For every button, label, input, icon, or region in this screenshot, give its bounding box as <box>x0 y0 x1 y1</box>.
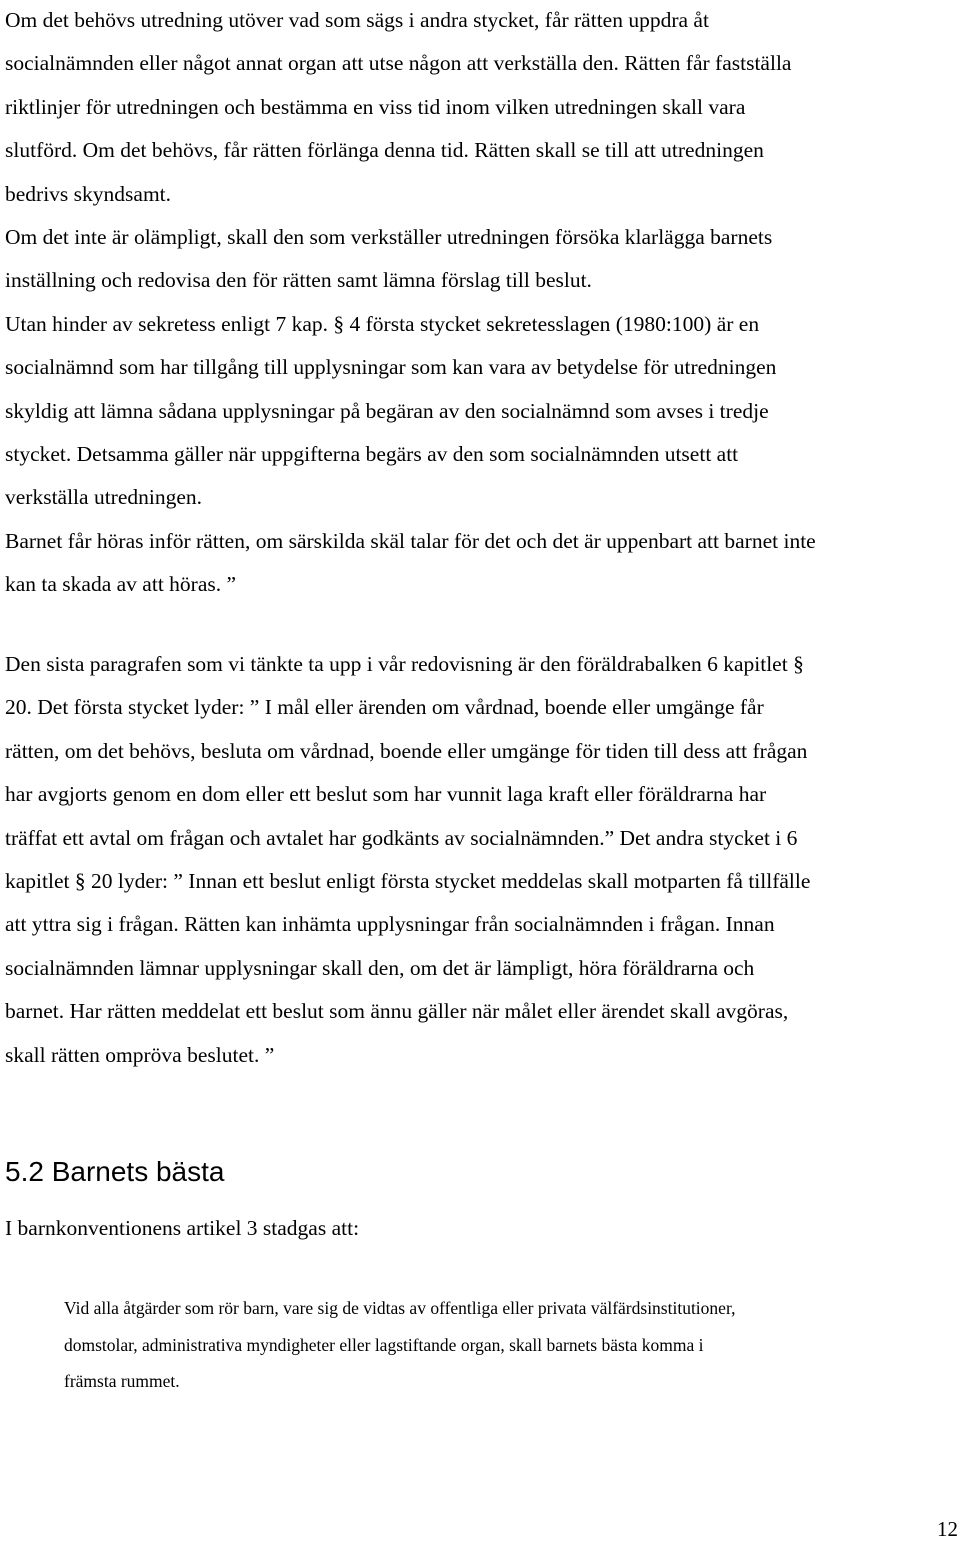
text-line: har avgjorts genom en dom eller ett beslut som har vunnit laga kraft eller föräldrarna har <box>5 782 767 807</box>
text-line: inställning och redovisa den för rätten samt lämna förslag till beslut. <box>5 268 592 293</box>
text-line: 20. Det första stycket lyder: ” I mål eller ärenden om vårdnad, boende eller umgänge får <box>5 695 764 720</box>
text-line: att yttra sig i frågan. Rätten kan inhämta upplysningar från socialnämnden i frågan. Innan <box>5 912 775 937</box>
text-line: skyldig att lämna sådana upplysningar på begäran av den socialnämnd som avses i tredje <box>5 398 769 423</box>
text-line: kan ta skada av att höras. ” <box>5 572 237 597</box>
block-quote <box>64 1290 735 1400</box>
text-line: Utan hinder av sekretess enligt 7 kap. § 4 första stycket sekretesslagen (1980:100) är en <box>5 311 760 336</box>
text-line: Om det behövs utredning utöver vad som sägs i andra stycket, får rätten uppdra åt <box>5 8 709 32</box>
text-line: I barnkonventionens artikel 3 stadgas att: <box>5 1216 360 1240</box>
paragraph-parental-code <box>5 643 955 1077</box>
text-line: riktlinjer för utredningen och bestämma en viss tid inom vilken utredningen skall vara <box>5 94 746 119</box>
text-line: kapitlet § 20 lyder: ” Innan ett beslut enligt första stycket meddelas skall motparten få tillfälle <box>5 868 811 893</box>
page-number: 12 <box>937 1517 958 1541</box>
text-line: socialnämnden lämnar upplysningar skall den, om det är lämpligt, höra föräldrarna och <box>5 955 755 980</box>
paragraph-court-investigation <box>5 0 955 606</box>
quote-line: Vid alla åtgärder som rör barn, vare sig de vidtas av offentliga eller privata välfärdsinstitutioner, <box>64 1298 736 1318</box>
section-heading: 5.2 Barnets bästa <box>5 1156 225 1187</box>
intro-paragraph <box>5 1207 955 1250</box>
text-line: socialnämnd som har tillgång till upplysningar som kan vara av betydelse för utredningen <box>5 355 777 380</box>
text-line: träffat ett avtal om frågan och avtalet har godkänts av socialnämnden.” Det andra stycket i 6 <box>5 825 798 850</box>
text-line: rätten, om det behövs, besluta om vårdnad, boende eller umgänge för tiden till dess att frågan <box>5 738 808 763</box>
text-line: slutförd. Om det behövs, får rätten förlänga denna tid. Rätten skall se till att utredningen <box>5 138 764 163</box>
text-line: Den sista paragrafen som vi tänkte ta upp i vår redovisning är den föräldrabalken 6 kapitlet § <box>5 652 804 676</box>
text-line: verkställa utredningen. <box>5 485 203 510</box>
text-line: bedrivs skyndsamt. <box>5 181 172 206</box>
quote-line: främsta rummet. <box>64 1371 180 1391</box>
text-line: stycket. Detsamma gäller när uppgifterna begärs av den som socialnämnden utsett att <box>5 441 739 466</box>
quote-line: domstolar, administrativa myndigheter eller lagstiftande organ, skall barnets bästa komma i <box>64 1334 704 1355</box>
text-line: socialnämnden eller något annat organ att utse någon att verkställa den. Rätten får fastställa <box>5 51 792 76</box>
text-line: barnet. Har rätten meddelat ett beslut som ännu gäller när målet eller ärendet skall avgöras, <box>5 999 789 1024</box>
text-line: Barnet får höras inför rätten, om särskilda skäl talar för det och det är uppenbart att barnet inte <box>5 528 816 553</box>
text-line: Om det inte är olämpligt, skall den som verkställer utredningen försöka klarlägga barnets <box>5 224 773 249</box>
text-line: skall rätten ompröva beslutet. ” <box>5 1042 275 1067</box>
